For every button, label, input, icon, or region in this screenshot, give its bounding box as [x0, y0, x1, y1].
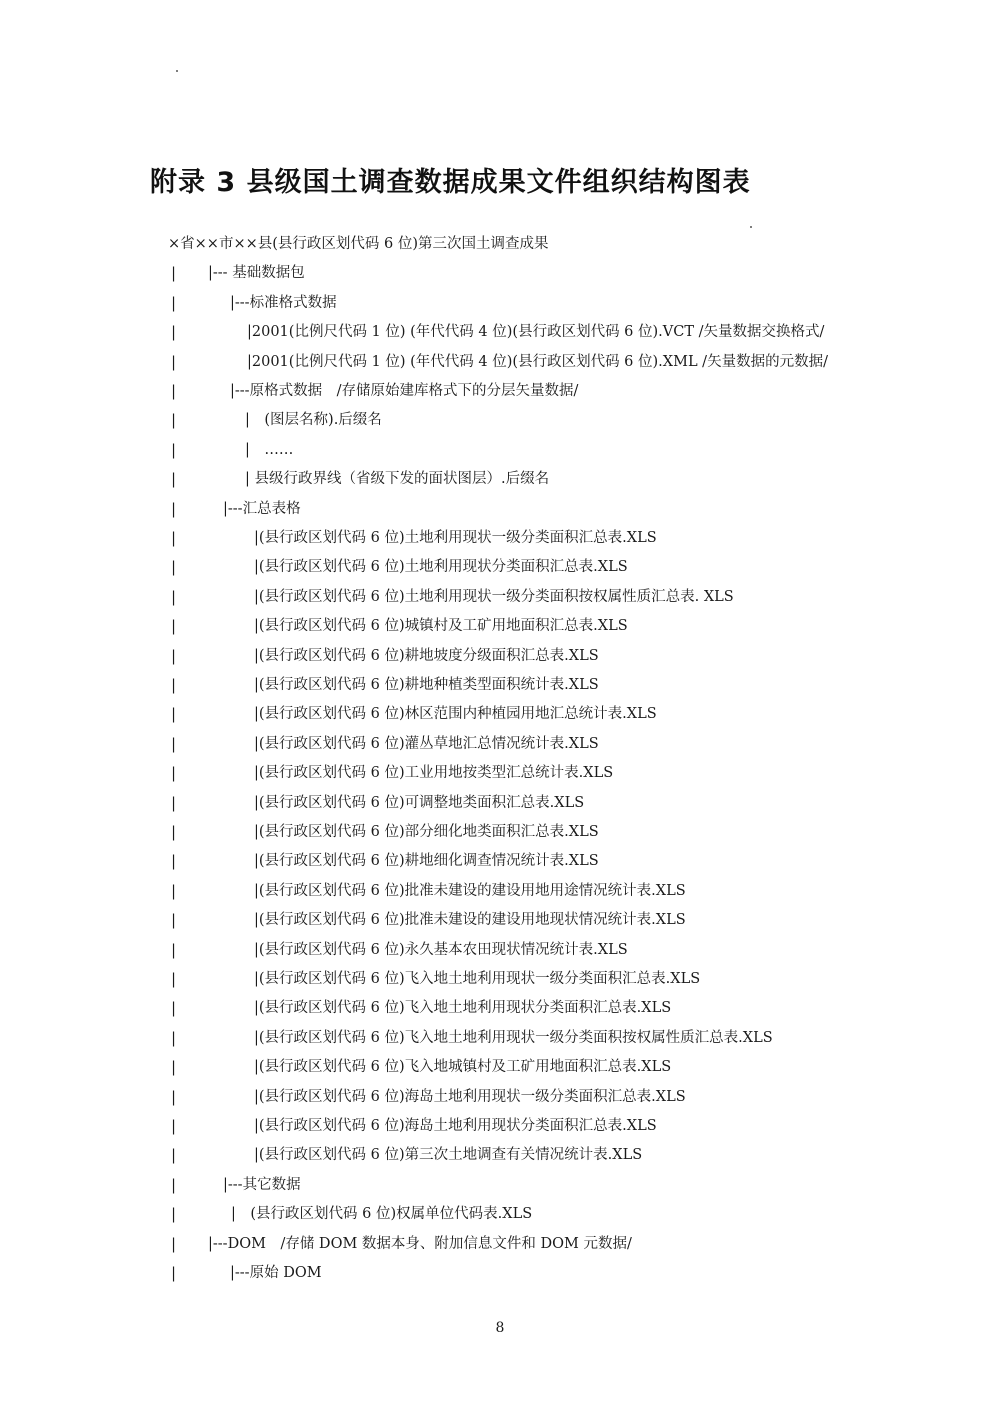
tree-line-text: |(县行政区划代码 6 位)耕地种植类型面积统计表.XLS [254, 677, 599, 693]
tree-line-text: |--- 基础数据包 [208, 265, 305, 282]
tree-line [0, 994, 1000, 1023]
tree-line [0, 230, 1000, 259]
tree-vertical-bar: | [171, 1205, 177, 1224]
tree-line-text: |(县行政区划代码 6 位)耕地细化调查情况统计表.XLS [254, 853, 599, 870]
tree-vertical-bar: | [171, 823, 177, 841]
tree-vertical-bar: | [171, 940, 177, 959]
tree-line-text: |(县行政区划代码 6 位)土地利用现状分类面积汇总表.XLS [254, 559, 628, 576]
tree-line [0, 1112, 1000, 1141]
tree-line [0, 906, 1000, 935]
tree-line [0, 1083, 1000, 1112]
tree-line [0, 259, 1000, 288]
tree-vertical-bar: | [171, 382, 177, 400]
tree-vertical-bar: | [171, 529, 177, 547]
tree-line-text: |(县行政区划代码 6 位)第三次土地调查有关情况统计表.XLS [254, 1147, 643, 1164]
tree-line [0, 1259, 1000, 1288]
tree-vertical-bar: | [171, 911, 177, 930]
tree-vertical-bar: | [171, 1234, 177, 1253]
tree-line-text: | 县级行政界线（省级下发的面状图层）.后缀名 [245, 471, 550, 488]
tree-line-text: | (县行政区划代码 6 位)权属单位代码表.XLS [231, 1206, 533, 1223]
tree-line [0, 348, 1000, 377]
tree-line [0, 318, 1000, 347]
tree-line [0, 495, 1000, 524]
tree-line-text: |(县行政区划代码 6 位)飞入地土地利用现状一级分类面积汇总表.XLS [254, 971, 701, 987]
tree-vertical-bar: | [171, 1028, 177, 1047]
tree-vertical-bar: | [171, 1175, 177, 1194]
tree-line-text: |---其它数据 [223, 1176, 301, 1193]
tree-vertical-bar: | [171, 470, 177, 489]
tree-vertical-bar: | [171, 440, 177, 459]
tree-line [0, 465, 1000, 494]
tree-vertical-bar: | [171, 617, 177, 636]
tree-vertical-bar: | [171, 587, 177, 606]
tree-line-text: |(县行政区划代码 6 位)耕地坡度分级面积汇总表.XLS [254, 647, 599, 664]
tree-line [0, 671, 1000, 700]
tree-line [0, 877, 1000, 906]
tree-line-text: |---原始 DOM [230, 1265, 322, 1281]
page-title: 附录 3 县级国土调查数据成果文件组织结构图表 [150, 167, 751, 198]
tree-vertical-bar: | [171, 1087, 177, 1106]
tree-line [0, 583, 1000, 612]
tree-line [0, 1200, 1000, 1229]
tree-vertical-bar: | [171, 646, 177, 665]
tree-vertical-bar: | [171, 793, 177, 812]
tree-line [0, 642, 1000, 671]
tree-line [0, 1024, 1000, 1053]
tree-line-text: |---汇总表格 [223, 500, 301, 517]
tree-line-text: ×省××市××县(县行政区划代码 6 位)第三次国土调查成果 [168, 236, 549, 252]
tree-line-text: |(县行政区划代码 6 位)海岛土地利用现状一级分类面积汇总表.XLS [254, 1088, 686, 1105]
tree-line [0, 436, 1000, 465]
scan-speck [176, 70, 178, 72]
tree-line-text: |2001(比例尺代码 1 位) (年代代码 4 位)(县行政区划代码 6 位).VCT /矢量数据交换格式/ [247, 324, 825, 341]
tree-line-text: |(县行政区划代码 6 位)批准未建设的建设用地用途情况统计表.XLS [254, 882, 686, 899]
tree-line-text: | …… [245, 441, 294, 458]
tree-vertical-bar: | [171, 734, 177, 753]
tree-vertical-bar: | [171, 1058, 177, 1077]
tree-line-text: |(县行政区划代码 6 位)灌丛草地汇总情况统计表.XLS [254, 735, 599, 752]
tree-line-text: |(县行政区划代码 6 位)林区范围内种植园用地汇总统计表.XLS [254, 706, 657, 723]
tree-vertical-bar: | [171, 999, 177, 1018]
tree-line-text: |(县行政区划代码 6 位)永久基本农田现状情况统计表.XLS [254, 941, 628, 958]
tree-line-text: |(县行政区划代码 6 位)土地利用现状一级分类面积按权属性质汇总表. XLS [254, 588, 734, 605]
tree-line-text: |(县行政区划代码 6 位)批准未建设的建设用地现状情况统计表.XLS [254, 912, 686, 929]
tree-line-text: |(县行政区划代码 6 位)飞入地城镇村及工矿用地面积汇总表.XLS [254, 1059, 672, 1076]
tree-vertical-bar: | [171, 411, 177, 430]
tree-vertical-bar: | [171, 676, 177, 694]
tree-line [0, 730, 1000, 759]
tree-vertical-bar: | [171, 264, 177, 283]
tree-line-text: |(县行政区划代码 6 位)海岛土地利用现状分类面积汇总表.XLS [254, 1118, 657, 1134]
tree-line [0, 700, 1000, 729]
tree-vertical-bar: | [171, 323, 177, 342]
tree-line [0, 1230, 1000, 1259]
tree-line-text: |---标准格式数据 [230, 294, 337, 311]
tree-vertical-bar: | [171, 293, 177, 312]
tree-line-text: |---DOM /存储 DOM 数据本身、附加信息文件和 DOM 元数据/ [208, 1235, 632, 1252]
tree-vertical-bar: | [171, 499, 177, 518]
tree-line-text: |(县行政区划代码 6 位)可调整地类面积汇总表.XLS [254, 794, 585, 811]
tree-vertical-bar: | [171, 970, 177, 988]
tree-vertical-bar: | [171, 558, 177, 577]
tree-line [0, 406, 1000, 435]
tree-line [0, 965, 1000, 994]
tree-vertical-bar: | [171, 1264, 177, 1282]
tree-vertical-bar: | [171, 1146, 177, 1165]
tree-vertical-bar: | [171, 705, 177, 724]
tree-line-text: |---原格式数据 /存储原始建库格式下的分层矢量数据/ [230, 383, 579, 399]
tree-line-text: |(县行政区划代码 6 位)工业用地按类型汇总统计表.XLS [254, 765, 614, 782]
tree-line [0, 847, 1000, 876]
tree-line-text: |(县行政区划代码 6 位)土地利用现状一级分类面积汇总表.XLS [254, 530, 657, 546]
scan-speck [750, 226, 752, 228]
page-number: 8 [495, 1320, 505, 1336]
tree-line [0, 936, 1000, 965]
tree-vertical-bar: | [171, 852, 177, 871]
tree-line-text: |(县行政区划代码 6 位)飞入地土地利用现状一级分类面积按权属性质汇总表.XLS [254, 1029, 773, 1046]
tree-line-text: |(县行政区划代码 6 位)部分细化地类面积汇总表.XLS [254, 824, 599, 840]
tree-line-text: | (图层名称).后缀名 [245, 412, 382, 429]
tree-line [0, 1171, 1000, 1200]
tree-line [0, 1141, 1000, 1170]
tree-vertical-bar: | [171, 881, 177, 900]
tree-line [0, 612, 1000, 641]
tree-line [0, 289, 1000, 318]
tree-line [0, 377, 1000, 406]
tree-vertical-bar: | [171, 764, 177, 783]
tree-vertical-bar: | [171, 352, 177, 371]
tree-line [0, 1053, 1000, 1082]
tree-line [0, 524, 1000, 553]
tree-line [0, 818, 1000, 847]
tree-vertical-bar: | [171, 1117, 177, 1135]
tree-line [0, 789, 1000, 818]
tree-line [0, 553, 1000, 582]
tree-line-text: |2001(比例尺代码 1 位) (年代代码 4 位)(县行政区划代码 6 位).XML /矢量数据的元数据/ [247, 353, 828, 370]
tree-line-text: |(县行政区划代码 6 位)城镇村及工矿用地面积汇总表.XLS [254, 618, 628, 635]
tree-line-text: |(县行政区划代码 6 位)飞入地土地利用现状分类面积汇总表.XLS [254, 1000, 672, 1017]
tree-line [0, 759, 1000, 788]
